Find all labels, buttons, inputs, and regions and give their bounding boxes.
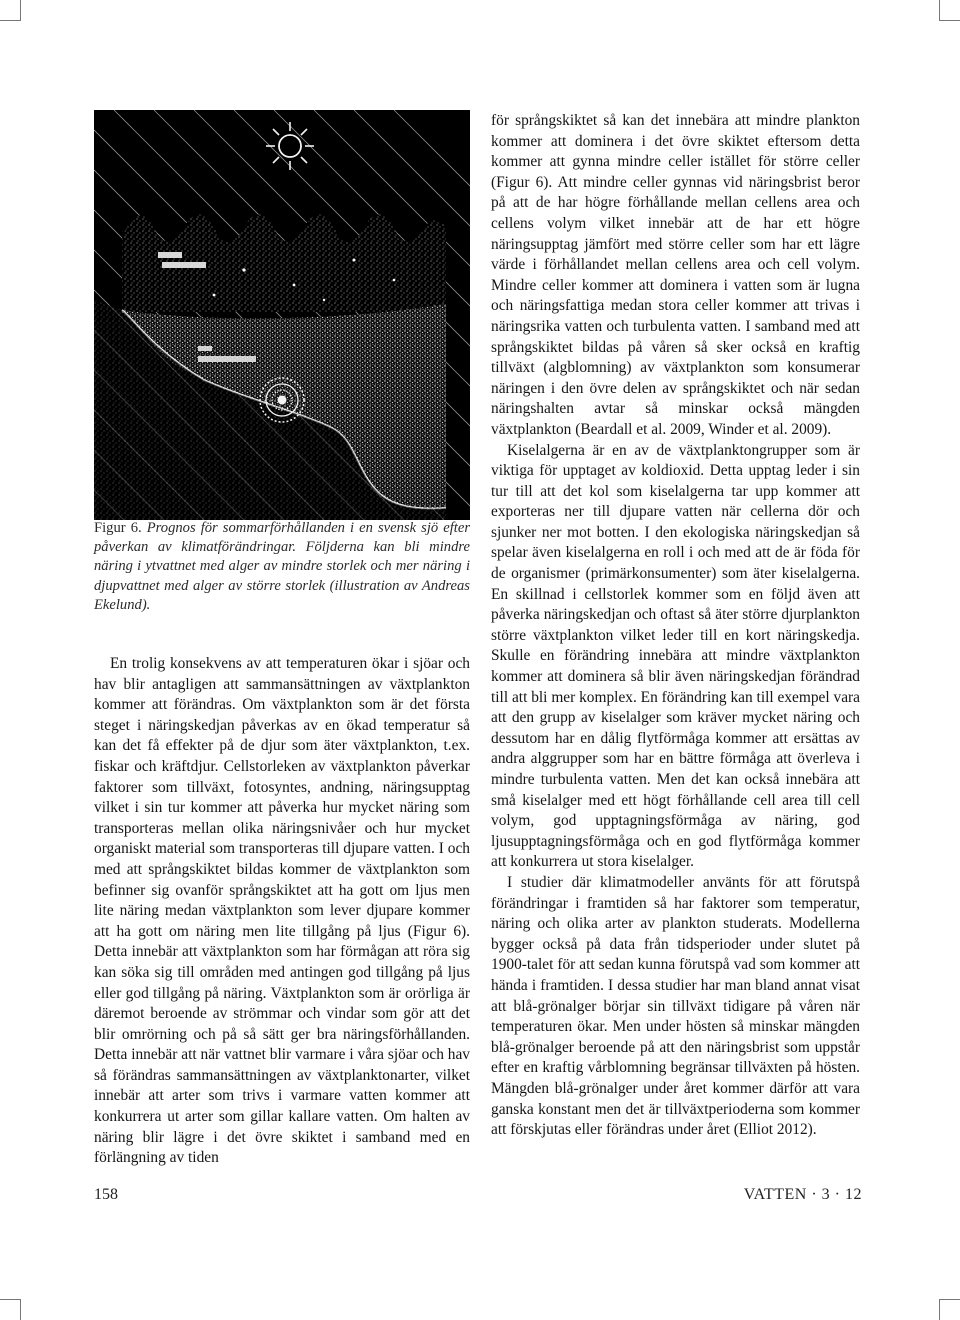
sun-icon <box>266 122 314 170</box>
lake-illustration <box>94 110 470 520</box>
figure-6-illustration <box>94 110 470 520</box>
figure-label: Figur 6. <box>94 520 142 536</box>
crop-mark-bottom-right <box>939 1299 960 1320</box>
crop-mark-top-left <box>0 0 21 21</box>
figure-caption-text: Prognos för sommarförhållanden i en svensk sjö efter påverkan av klimatförändringar. Följderna kan bli mindre näring i ytvattnet med alger av mindre storlek och mer näring i djupvattnet med alger av större storlek (illustration av Andreas Ekelund). <box>94 520 470 613</box>
crop-mark-top-right <box>939 0 960 21</box>
right-text-column <box>491 111 860 1141</box>
page-number: 158 <box>94 1186 118 1203</box>
paragraph: En trolig konsekvens av att temperaturen ökar i sjöar och hav blir antagligen att sammansättningen av växtplankton kommer att förändras. Om växtplankton som är det första steget i näringskedjan påverkas av en ökad temperatur så kan det få effekter på de djur som äter växtplankton, t.ex. fiskar och kräftdjur. Cellstorleken av växtplankton påverkar faktorer som tillväxt, fotosyntes, andning, näringsupptag vilket i sin tur kommer att påverka hur mycket näring som transporteras mellan olika näringsnivåer och hur mycket organiskt material som transporteras till djupare vatten. I och med att språngskiktet bildas kommer de växtplankton som befinner sig ovanför språngskiktet att ha gott om ljus men lite näring medan växtplankton som lever djupare kommer att ha gott om näring men lite tillgång på ljus (Figur 6). Detta innebär att växtplankton som har förmågan att röra sig kan söka sig till områden med antingen god tillgång på ljus eller god tillgång på näring. Växtplankton som är orörliga är däremot beroende av strömmar och vindar som gör att det blir omrörning och på så sätt ger bra näringsförhållanden. Detta innebär att när vattnet blir varmare i våra sjöar och hav så förändras sammansättningen av växtplanktonarter, vilket innebär att arter som trivs i varmare vatten kommer att konkurrera ut arter som gillar kallare vatten. Om halten av näring blir lägre i det övre skiktet i samband med en förlängning av tiden <box>94 655 470 1167</box>
paragraph: för språngskiktet så kan det innebära att mindre plankton kommer att dominera i det övre skiktet eftersom detta kommer att gynna mindre celler istället för större celler (Figur 6). Att mindre celler gynnas vid näringsbrist beror på att de har högre förhållande mellan cellens area och cellens volym vilket innebär att de har ett högre näringsupptag jämfört med större celler som har ett lägre värde i förhållandet mellan cellens area och cell volym. Mindre celler kommer att dominera i vatten som är lugna och näringsfattiga medan stora celler kommer att trivas i näringsrika vatten och turbulenta vatten. I samband med att språngskiktet bildas på våren så sker också en kraftig tillväxt (algblomning) av växtplankton som konsumerar näringen i den övre delen av språngskiktet och när sedan näringshalten avtar så minskar också mängden växtplankton (Beardall et al. 2009, Winder et al. 2009). <box>491 112 860 438</box>
left-text-column <box>94 654 470 1169</box>
crop-mark-bottom-left <box>0 1299 21 1320</box>
paragraph: I studier där klimatmodeller använts för att förutspå förändringar i framtiden så har faktorer som temperatur, näring och olika arter av plankton studerats. Modellerna bygger också på data från tidsperioder under slutet på 1900-talet för att sedan kunna förutspå vad som kommer att hända i framtiden. I dessa studier har man bland annat visat att blå-grönalger börjar sin tillväxt tidigare på våren när temperaturen ökar. Men under hösten så minskar mängden blå-grönalger beroende på att den näringsbrist som uppstår efter en kraftig vårblomning begränsar tillväxten på hösten. Mängden blå-grönalger under året kommer därför att vara ganska konstant men det är tillväxtperioderna som kommer att förskjutas eller förändras under året (Elliot 2012). <box>491 873 860 1139</box>
paragraph: Kiselalgerna är en av de växtplanktongrupper som är viktiga för upptaget av koldioxid. Detta upptag leder i sin tur till att det kol som kiselalgerna tar upp kommer att exporteras ner till djupare vatten när cellerna dör och sjunker ner mot botten. I den ekologiska näringskedjan så spelar även kiselalgerna en roll i och med att de är föda för de organismer (primärkonsumenter) som äter kiselalgerna. En skillnad i cellstorlek kommer som en följd även att påverka näringskedjan och oftast så äter större djurplankton större växtplankton vilket leder till en kort näringskedja. Skulle en förändring innebära att mindre växtplankton kommer att dominera så blir även näringskedjan förändrad till att bli mer komplex. En förändring kan till exempel vara att den grupp av kiselalger som kräver mycket näring och dessutom har en dålig flytförmåga kommer att ersättas av andra alggrupper som har en bättre förmåga att överleva i mindre turbulenta vatten. Men det kan också innebära att små kiselalger med ett högt förhållande cell area till cell volym, god upptagningsförmåga av näring, god ljusupptagningsförmåga och en god flytförmåga kommer att konkurrera ut stora kiselalger. <box>491 441 860 871</box>
journal-footer: VATTEN · 3 · 12 <box>743 1186 862 1203</box>
figure-caption <box>94 519 470 615</box>
